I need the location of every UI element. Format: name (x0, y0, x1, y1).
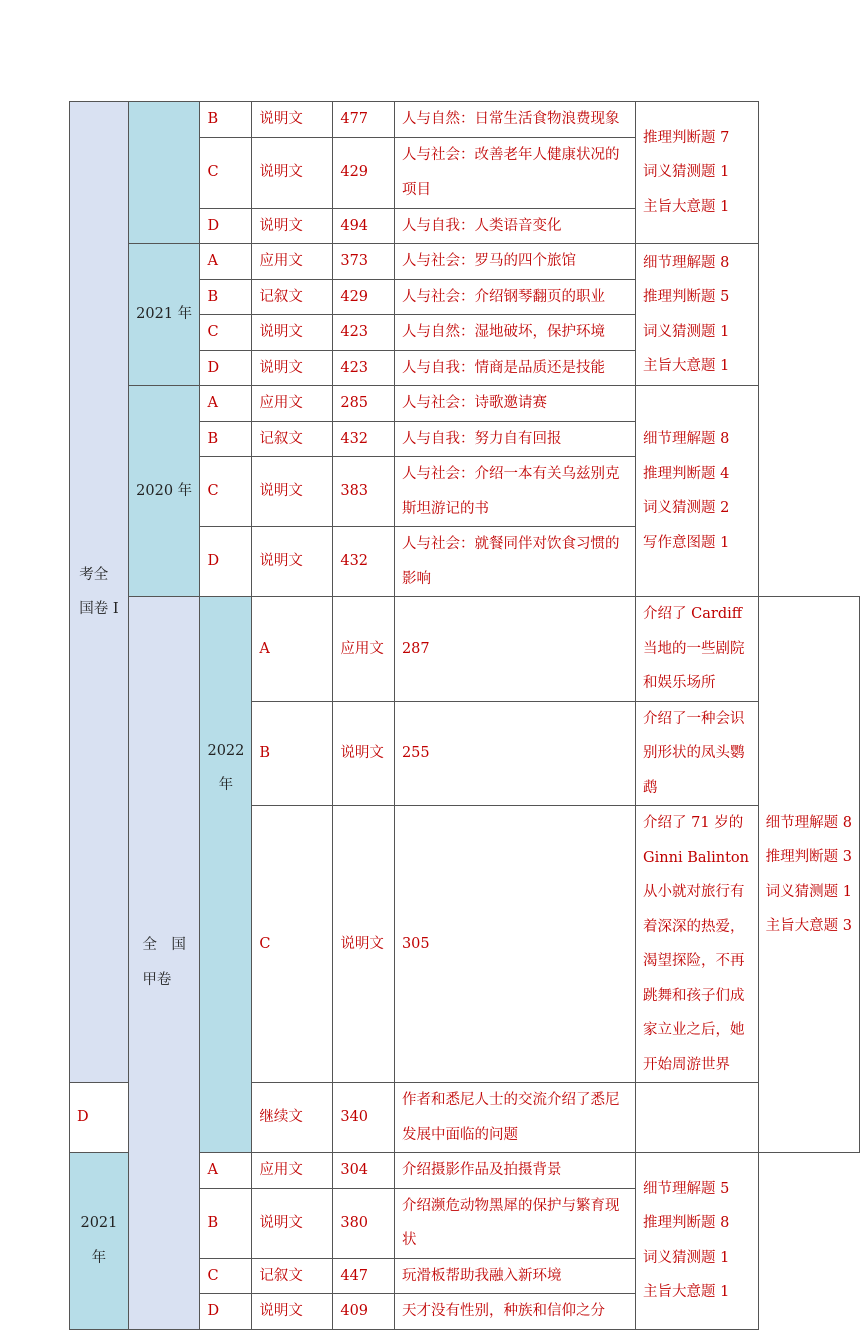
passage-genre: 说明文 (252, 102, 333, 138)
question-type: 细节理解题 5 (643, 1180, 730, 1197)
word-count: 340 (333, 1083, 395, 1153)
table-row (70, 386, 860, 422)
word-count: 380 (333, 1188, 395, 1258)
question-type: 细节理解题 8 (643, 254, 730, 271)
passage-letter: C (252, 806, 333, 1083)
passage-topic: 介绍摄影作品及拍摄背景 (394, 1153, 635, 1189)
question-type: 主旨大意题 1 (643, 1284, 730, 1301)
year-cell: 2022 年 (200, 597, 252, 1153)
passage-letter: C (200, 137, 252, 208)
question-type: 词义猜测题 1 (643, 323, 730, 340)
question-type: 词义猜测题 2 (643, 500, 730, 516)
passage-topic: 人与自我：情商是品质还是技能 (394, 350, 635, 386)
passage-topic: 人与社会：就餐同伴对饮食习惯的影响 (394, 527, 635, 597)
question-type: 词义猜测题 1 (765, 883, 852, 900)
paper-cell (70, 102, 129, 1083)
word-count: 429 (333, 279, 395, 315)
question-type: 推理判断题 7 (643, 129, 730, 146)
question-type: 主旨大意题 3 (765, 918, 852, 934)
passage-genre: 应用文 (333, 597, 395, 702)
passage-genre: 应用文 (252, 386, 333, 422)
passage-letter: C (200, 1258, 252, 1294)
passage-genre: 说明文 (252, 137, 333, 208)
passage-topic: 作者和悉尼人士的交流介绍了悉尼发展中面临的问题 (394, 1083, 635, 1153)
passage-letter: B (200, 421, 252, 457)
passage-topic: 人与社会：诗歌邀请赛 (394, 386, 635, 422)
passage-genre: 说明文 (252, 1294, 333, 1330)
passage-letter: B (200, 1188, 252, 1258)
year-cell: 2020 年 (128, 386, 200, 597)
passage-letter: A (200, 244, 252, 280)
table-row (70, 244, 860, 280)
passage-letter: C (200, 457, 252, 527)
paper-name-line: 甲卷 (142, 971, 172, 988)
passage-genre: 说明文 (252, 350, 333, 386)
word-count: 423 (333, 315, 395, 351)
question-types (758, 597, 859, 1153)
passage-topic: 玩滑板帮助我融入新环境 (394, 1258, 635, 1294)
passage-genre: 说明文 (252, 315, 333, 351)
passage-letter: A (200, 1153, 252, 1189)
passage-genre: 记叙文 (252, 1258, 333, 1294)
passage-letter: B (200, 279, 252, 315)
table-row (70, 102, 860, 138)
passage-letter: C (200, 315, 252, 351)
passage-topic: 人与自然：日常生活食物浪费现象 (394, 102, 635, 138)
word-count: 432 (333, 527, 395, 597)
passage-topic: 人与社会：介绍一本有关乌兹别克斯坦游记的书 (394, 457, 635, 527)
table-row (70, 597, 860, 702)
word-count: 304 (333, 1153, 395, 1189)
word-count: 255 (394, 701, 635, 806)
passage-genre: 记叙文 (252, 279, 333, 315)
word-count: 432 (333, 421, 395, 457)
word-count: 373 (333, 244, 395, 280)
question-types (636, 102, 759, 244)
year-cell (128, 102, 200, 244)
passage-letter: D (200, 350, 252, 386)
passage-genre: 说明文 (252, 208, 333, 244)
passage-genre: 记叙文 (252, 421, 333, 457)
passage-topic: 人与自我：努力自有回报 (394, 421, 635, 457)
passage-letter: B (252, 701, 333, 806)
year-cell: 2021 年 (70, 1153, 129, 1330)
word-count: 477 (333, 102, 395, 138)
passage-letter: D (200, 208, 252, 244)
word-count: 447 (333, 1258, 395, 1294)
question-type: 主旨大意题 1 (643, 358, 730, 374)
question-type: 细节理解题 8 (765, 814, 852, 831)
exam-analysis-table (69, 101, 860, 1330)
passage-topic: 介绍了 71 岁的 Ginni Balinton 从小就对旅行有着深深的热爱，渴望探险，不再跳舞和孩子们成家立业之后，她开始周游世界 (636, 806, 759, 1083)
year-cell: 2021 年 (128, 244, 200, 386)
passage-topic: 介绍了 Cardiff 当地的一些剧院和娱乐场所 (636, 597, 759, 702)
question-type: 写作意图题 1 (643, 534, 730, 551)
passage-letter: D (70, 1083, 129, 1153)
passage-topic: 人与社会：改善老年人健康状况的项目 (394, 137, 635, 208)
paper-cell (128, 597, 200, 1330)
question-type: 推理判断题 5 (643, 289, 730, 305)
passage-letter: D (200, 527, 252, 597)
paper-name-line: 国卷 I (79, 601, 119, 617)
passage-topic: 人与社会：罗马的四个旅馆 (394, 244, 635, 280)
passage-topic: 人与社会：介绍钢琴翻页的职业 (394, 279, 635, 315)
word-count: 429 (333, 137, 395, 208)
passage-genre: 继续文 (252, 1083, 333, 1153)
word-count: 383 (333, 457, 395, 527)
question-type: 细节理解题 8 (643, 431, 730, 447)
passage-topic: 天才没有性别，种族和信仰之分 (394, 1294, 635, 1330)
passage-topic: 介绍了一种会识别形状的凤头鹦鹉 (636, 701, 759, 806)
passage-genre: 说明文 (333, 806, 395, 1083)
passage-letter: B (200, 102, 252, 138)
paper-name-line: 全 国 (142, 937, 186, 954)
question-type: 词义猜测题 1 (643, 164, 730, 181)
word-count: 285 (333, 386, 395, 422)
word-count: 305 (394, 806, 635, 1083)
question-type: 主旨大意题 1 (643, 198, 730, 215)
question-types (636, 244, 759, 386)
word-count: 494 (333, 208, 395, 244)
question-type: 词义猜测题 1 (643, 1249, 730, 1266)
passage-letter: A (252, 597, 333, 702)
passage-letter: D (200, 1294, 252, 1330)
passage-genre: 说明文 (252, 457, 333, 527)
question-types (636, 1153, 759, 1330)
question-type: 推理判断题 3 (765, 849, 852, 865)
word-count: 287 (394, 597, 635, 702)
passage-topic: 介绍濒危动物黑犀的保护与繁育现状 (394, 1188, 635, 1258)
question-types (636, 386, 759, 597)
passage-topic: 人与自我：人类语音变化 (394, 208, 635, 244)
word-count: 423 (333, 350, 395, 386)
question-type: 推理判断题 8 (643, 1215, 730, 1232)
passage-topic: 人与自然：湿地破坏，保护环境 (394, 315, 635, 351)
passage-genre: 应用文 (252, 244, 333, 280)
passage-letter: A (200, 386, 252, 422)
word-count: 409 (333, 1294, 395, 1330)
passage-genre: 说明文 (252, 527, 333, 597)
paper-name-line: 考全 (79, 566, 109, 583)
passage-genre: 应用文 (252, 1153, 333, 1189)
passage-genre: 说明文 (333, 701, 395, 806)
passage-genre: 说明文 (252, 1188, 333, 1258)
question-type: 推理判断题 4 (643, 465, 730, 482)
